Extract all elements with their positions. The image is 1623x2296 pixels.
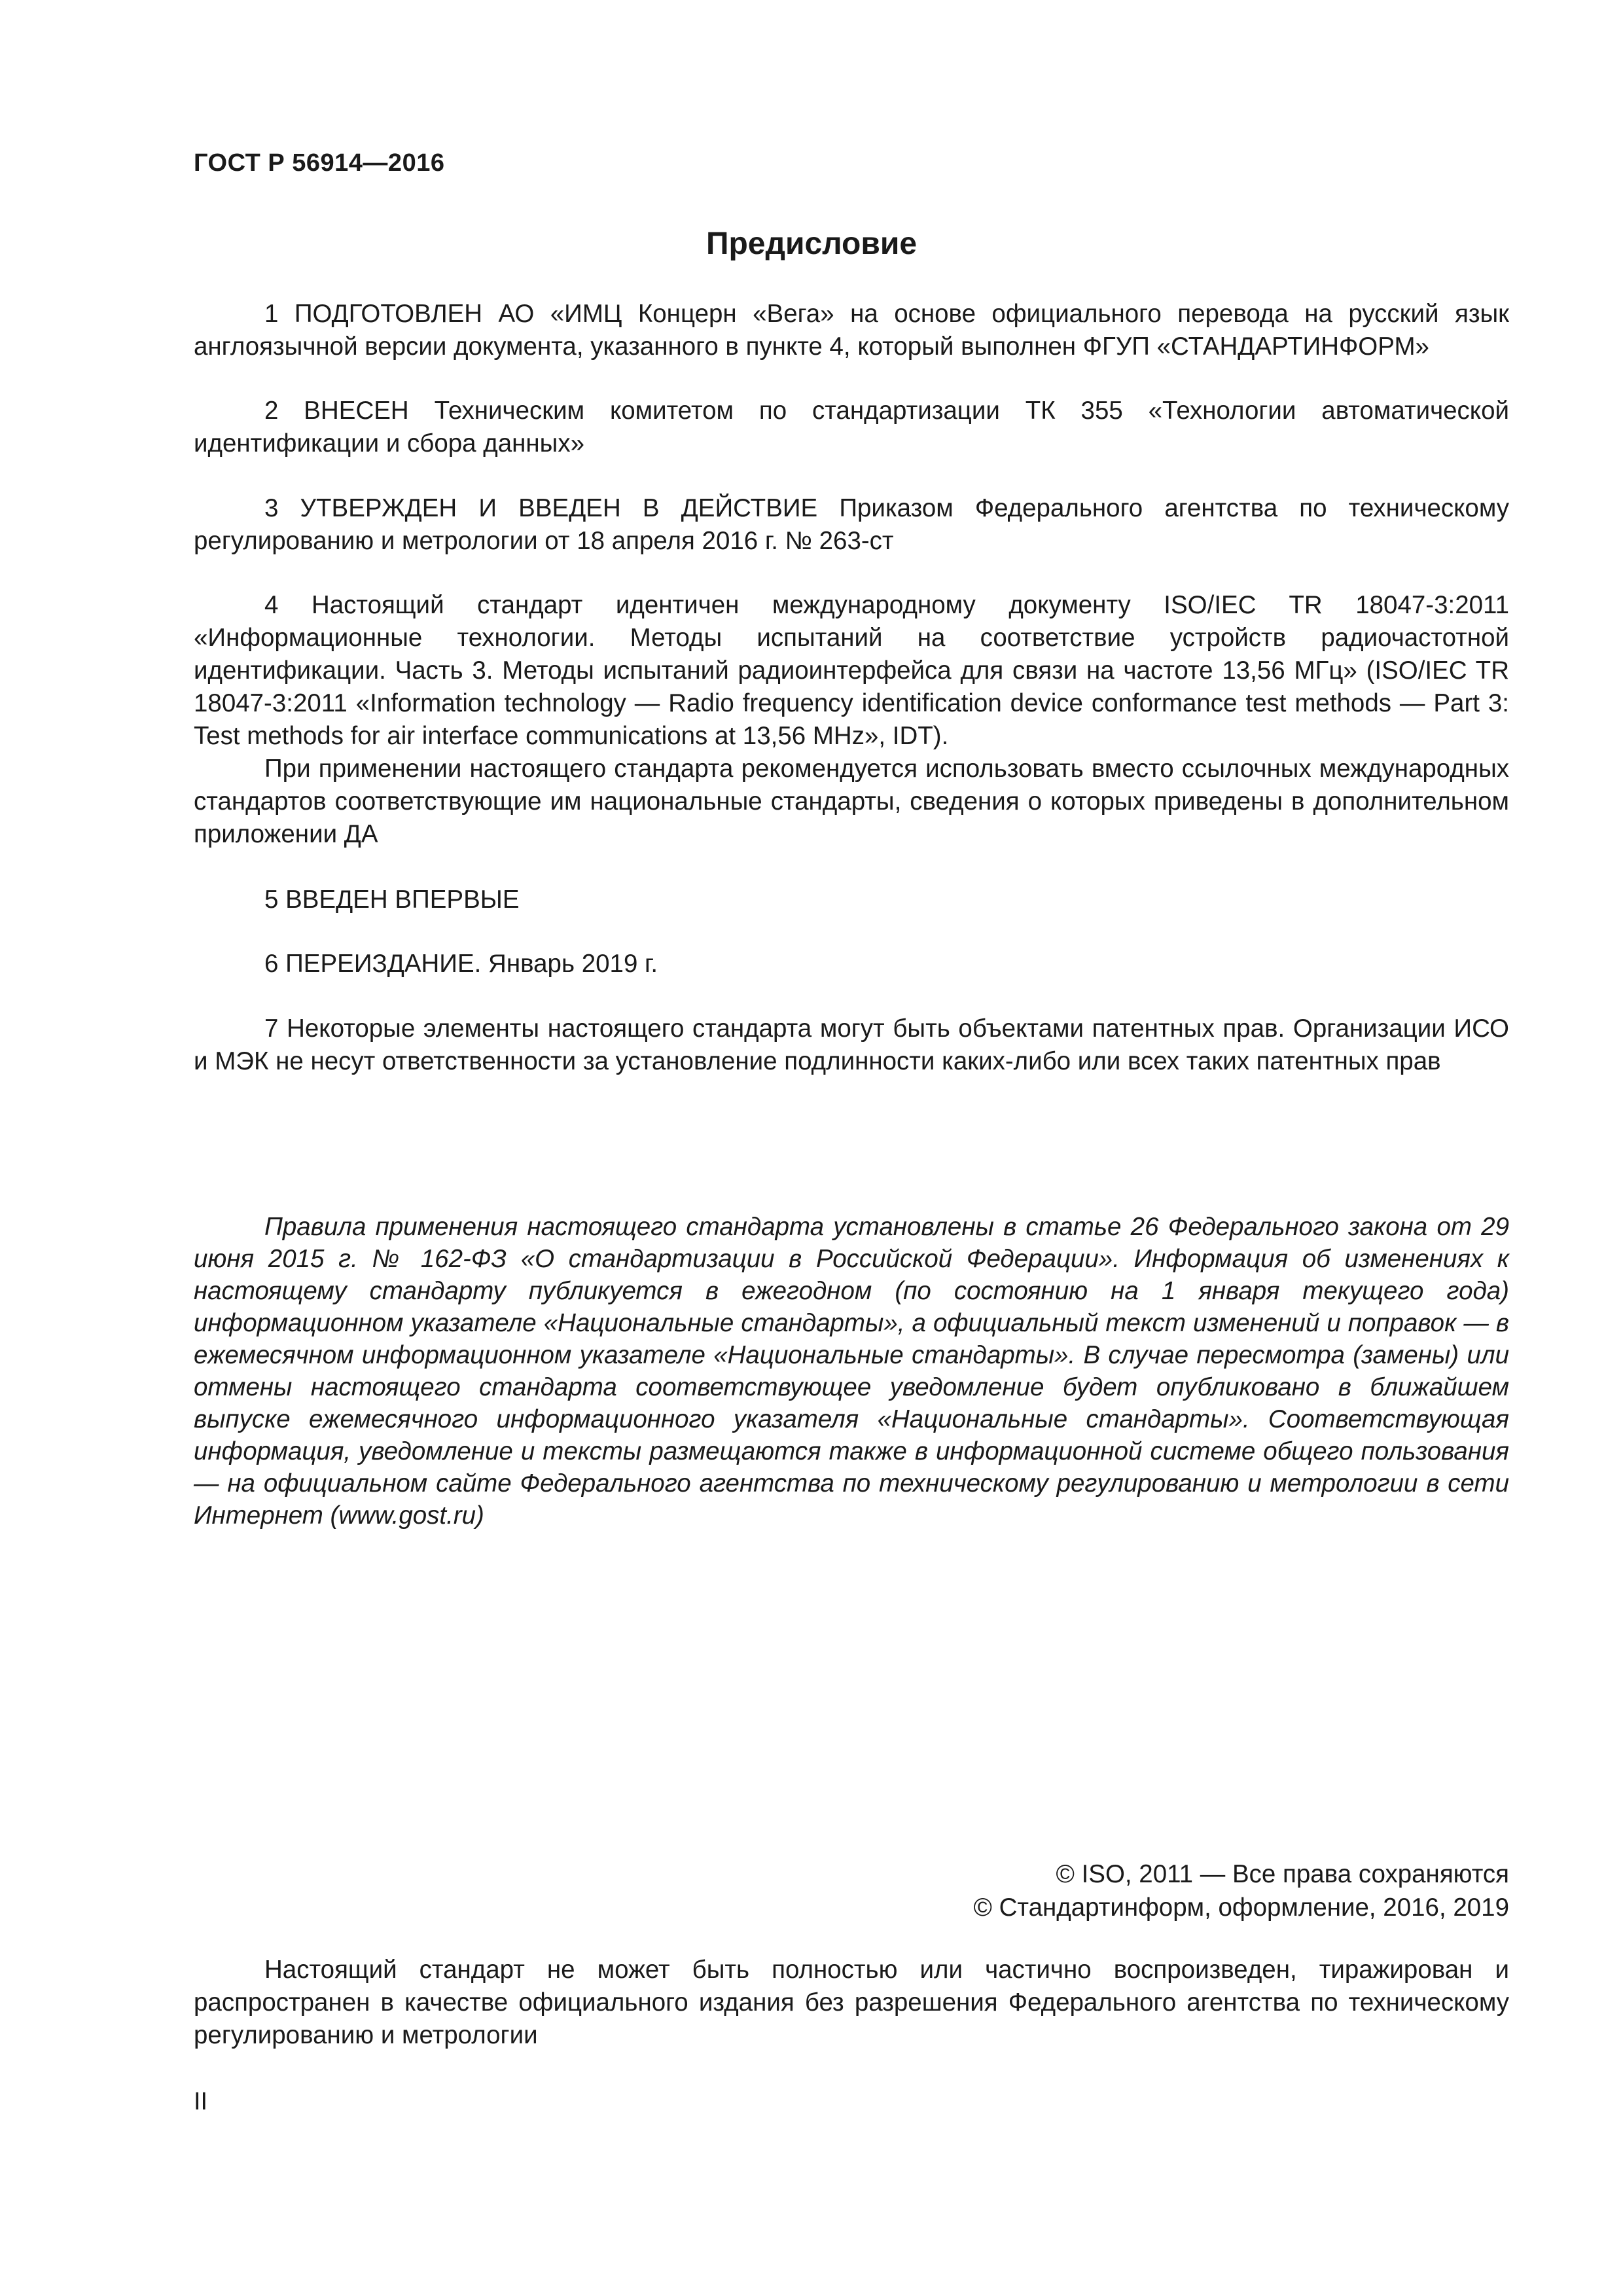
foreword-item-7 [194, 1013, 1509, 1078]
page-title: Предисловие [705, 226, 918, 261]
application-rules-notice [194, 1211, 1509, 1532]
foreword-item-7-text: 7 Некоторые элементы настоящего стандарта могут быть объектами патентных прав. Организации ИСО и МЭК не несут ответственности за установление подлинности каких-либо или всех таких патентных прав [194, 1014, 1509, 1075]
reprint-restriction [194, 1954, 1509, 2052]
application-rules-text: Правила применения настоящего стандарта установлены в статье 26 Федерального закона от 29 июня 2015 г. № 162-ФЗ «О стандартизации в Российской Федерации». Информация об изменениях к настоящему стандарту публикуется в ежегодном (по состоянию на 1 января текущего года) информационном указателе «Национальные стандарты», а официальный текст изменений и поправок — в ежемесячном информационном указателе «Национальные стандарты». В случае пересмотра (замены) или отмены настоящего стандарта соответствующее уведомление будет опубликовано в ближайшем выпуске ежемесячного информационного указателя «Национальные стандарты». Соответствующая информация, уведомление и тексты размещаются также в информационной системе общего пользования — на официальном сайте Федерального агентства по техническому регулированию и метрологии в сети Интернет (www.gost.ru) [194, 1213, 1509, 1530]
foreword-item-5-text: 5 ВВЕДЕН ВПЕРВЫЕ [264, 886, 520, 914]
foreword-item-4-text: 4 Настоящий стандарт идентичен международному документу ISO/IEC TR 18047-3:2011 «Информационные технологии. Методы испытаний на соответствие устройств радиочастотной идентификации. Часть 3. Методы испытаний радиоинтерфейса для связи на частоте 13,56 МГц» (ISO/IEC TR 18047-3:2011 «Information technology — Radio frequency identification device conformance test methods — Part 3: Test methods for air interface communications at 13,56 MHz», IDT). [194, 591, 1509, 750]
foreword-item-6-text: 6 ПЕРЕИЗДАНИЕ. Январь 2019 г. [264, 950, 658, 978]
foreword-item-3-text: 3 УТВЕРЖДЕН И ВВЕДЕН В ДЕЙСТВИЕ Приказом Федерального агентства по техническому регулированию и метрологии от 18 апреля 2016 г. № 263-ст [194, 494, 1509, 555]
copyright-iso: © ISO, 2011 — Все права сохраняются [1056, 1860, 1509, 1888]
copyright-standartinform: © Стандартинформ, оформление, 2016, 2019 [973, 1893, 1509, 1922]
foreword-item-3 [194, 492, 1509, 558]
reprint-restriction-text: Настоящий стандарт не может быть полностью или частично воспроизведен, тиражирован и распространен в качестве официального издания без разрешения Федерального агентства по техническому регулированию и метрологии [194, 1956, 1509, 2049]
copyright-block [974, 1857, 1509, 1924]
foreword-item-1-text: 1 ПОДГОТОВЛЕН АО «ИМЦ Концерн «Вега» на основе официального перевода на русский язык англоязычной версии документа, указанного в пункте 4, который выполнен ФГУП «СТАНДАРТИНФОРМ» [194, 300, 1509, 361]
foreword-item-4-note: При применении настоящего стандарта рекомендуется использовать вместо ссылочных международных стандартов соответствующие им национальные стандарты, сведения о которых приведены в дополнительном приложении ДА [194, 755, 1509, 848]
foreword-item-6 [194, 948, 1509, 980]
foreword-item-1 [194, 298, 1509, 363]
page-number: II [194, 2088, 208, 2115]
foreword-item-5 [194, 884, 1509, 916]
document-id-header: ГОСТ Р 56914—2016 [194, 149, 445, 177]
foreword-item-2-text: 2 ВНЕСЕН Техническим комитетом по стандартизации ТК 355 «Технологии автоматической идентификации и сбора данных» [194, 397, 1509, 457]
foreword-item-2 [194, 395, 1509, 460]
foreword-item-4 [194, 589, 1509, 851]
